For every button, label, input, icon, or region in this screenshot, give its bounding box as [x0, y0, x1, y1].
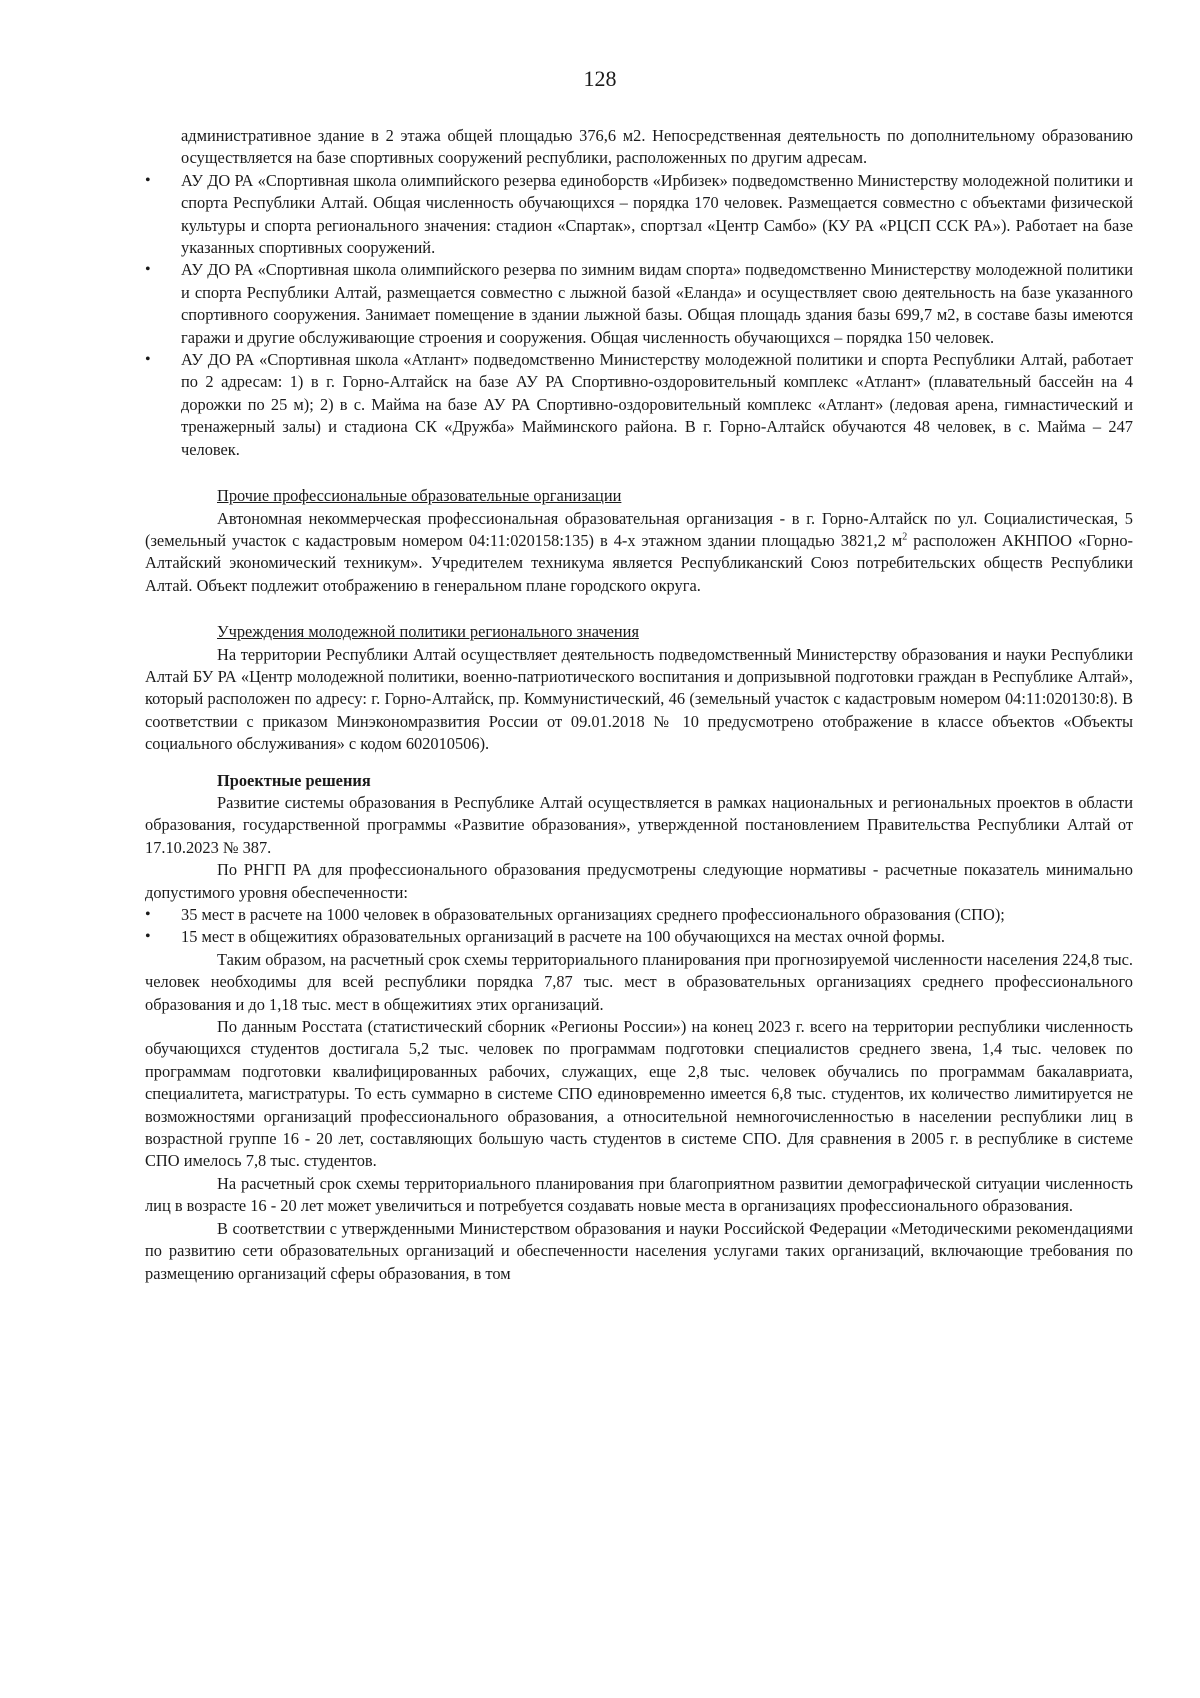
list-item: • АУ ДО РА «Спортивная школа олимпийского резерва по зимним видам спорта» подведомственно Министерству молодежной политики и спорта Республики Алтай, размещается совместно с лыжной базой «Еланда» и осуществляет свою деятельность на базе указанного спортивного сооружения. Занимает помещение в здании лыжной базы. Общая площадь здания базы 699,7 м2, в составе базы имеются гаражи и другие обслуживающие строения и сооружения. Общая численность обучающихся – порядка 150 человек. [145, 259, 1133, 349]
other-orgs-paragraph [145, 508, 1133, 598]
project-paragraph-2: По РНГП РА для профессионального образования предусмотрены следующие нормативы - расчетные показатель минимально допустимого уровня обеспеченности: [145, 860, 1133, 902]
section-heading-project-solutions: Проектные решения [217, 770, 371, 790]
intro-paragraph: административное здание в 2 этажа общей площадью 376,6 м2. Непосредственная деятельность по дополнительному образованию осуществляется на базе спортивных сооружений республики, расположенных по другим адресам. [181, 126, 1133, 168]
section-heading-other-orgs: Прочие профессиональные образовательные организации [217, 486, 622, 506]
sports-schools-list [145, 170, 1133, 461]
norms-list [145, 904, 1133, 949]
list-item: • АУ ДО РА «Спортивная школа олимпийского резерва единоборств «Ирбизек» подведомственно Министерству молодежной политики и спорта Республики Алтай. Общая численность обучающихся – порядка 170 человек. Размещается совместно с объектами физической культуры и спорта регионального значения: стадион «Спартак», спортзал «Центр Самбо» (КУ РА «РЦСП ССК РА»). Работает на базе указанных спортивных сооружений. [145, 170, 1133, 260]
document-body [145, 125, 1133, 1285]
youth-policy-paragraph: На территории Республики Алтай осуществляет деятельность подведомственный Министерству образования и науки Республики Алтай БУ РА «Центр молодежной политики, военно-патриотического воспитания и допризывной подготовки граждан в Республике Алтай», который расположен по адресу: г. Горно-Алтайск, пр. Коммунистический, 46 (земельный участок с кадастровым номером 04:11:020130:8). В соответствии с приказом Минэкономразвития России от 09.01.2018 № 10 предусмотрено отображение в классе объектов «Объекты социального обслуживания» с кодом 602010506). [145, 644, 1133, 754]
project-paragraph-3: Таким образом, на расчетный срок схемы территориального планирования при прогнозируемой численности населения 224,8 тыс. человек необходимы для всей республики порядка 7,87 тыс. мест в образовательных организациях среднего профессионального образования и до 1,18 тыс. мест в общежитиях этих организаций. [145, 949, 1133, 1014]
page-number: 128 [583, 66, 617, 91]
other-orgs-text-2: расположен АКНПОО «Горно-Алтайский экономический техникум». Учредителем техникума является Республиканский Союз потребительских обществ Республики Алтай. Объект подлежит отображению в генеральном плане городского округа. [145, 530, 1134, 595]
list-item: • 35 мест в расчете на 1000 человек в образовательных организациях среднего профессионального образования (СПО); [145, 904, 1133, 926]
section-heading-youth-policy: Учреждения молодежной политики регионального значения [217, 622, 639, 642]
other-orgs-text-1: Автономная некоммерческая профессиональная образовательная организация - в г. Горно-Алтайск по ул. Социалистическая, 5 (земельный участок с кадастровым номером 04:11:020158:135) в 4-х этажном здании площадью 3821,2 м [145, 508, 1133, 550]
project-paragraph-6: В соответствии с утвержденными Министерством образования и науки Российской Федерации «Методическими рекомендациями по развитию сети образовательных организаций и обеспеченности населения услугами таких организаций, включающие требования по размещению организаций сферы образования, в том [145, 1218, 1133, 1283]
superscript-2: 2 [902, 531, 908, 543]
list-item: • АУ ДО РА «Спортивная школа «Атлант» подведомственно Министерству молодежной политики и спорта Республики Алтай, работает по 2 адресам: 1) в г. Горно-Алтайск на базе АУ РА Спортивно-оздоровительный комплекс «Атлант» (плавательный бассейн на 4 дорожки по 25 м); 2) в с. Майма на базе АУ РА Спортивно-оздоровительный комплекс «Атлант» (ледовая арена, гимнастический и тренажерный залы) и стадиона СК «Дружба» Майминского района. В г. Горно-Алтайск обучаются 48 человек, в с. Майма – 247 человек. [145, 349, 1133, 461]
project-paragraph-1: Развитие системы образования в Республике Алтай осуществляется в рамках национальных и региональных проектов в области образования, государственной программы «Развитие образования», утвержденной постановлением Правительства Республики Алтай от 17.10.2023 № 387. [145, 792, 1133, 857]
project-paragraph-5: На расчетный срок схемы территориального планирования при благоприятном развитии демографической ситуации численность лиц в возрасте 16 - 20 лет может увеличиться и потребуется создавать новые места в организациях профессионального образования. [145, 1173, 1133, 1216]
list-item: • 15 мест в общежитиях образовательных организаций в расчете на 100 обучающихся на местах очной формы. [145, 926, 1133, 948]
project-paragraph-4: По данным Росстата (статистический сборник «Регионы России») на конец 2023 г. всего на территории республики численность обучающихся студентов достигала 5,2 тыс. человек по программам подготовки специалистов среднего звена, 1,4 тыс. человек по программам подготовки квалифицированных рабочих, служащих, еще 2,8 тыс. человек обучались по программам бакалавриата, специалитета, магистратуры. То есть суммарно в системе СПО единовременно имеется 6,8 тыс. студентов, их количество лимитируется не возможностями организаций профессионального образования, а относительной немногочисленностью в населении республики лиц в возрастной группе 16 - 20 лет, составляющих большую часть студентов в системе СПО. Для сравнения в 2005 г. в республике в системе СПО имелось 7,8 тыс. студентов. [145, 1017, 1133, 1171]
